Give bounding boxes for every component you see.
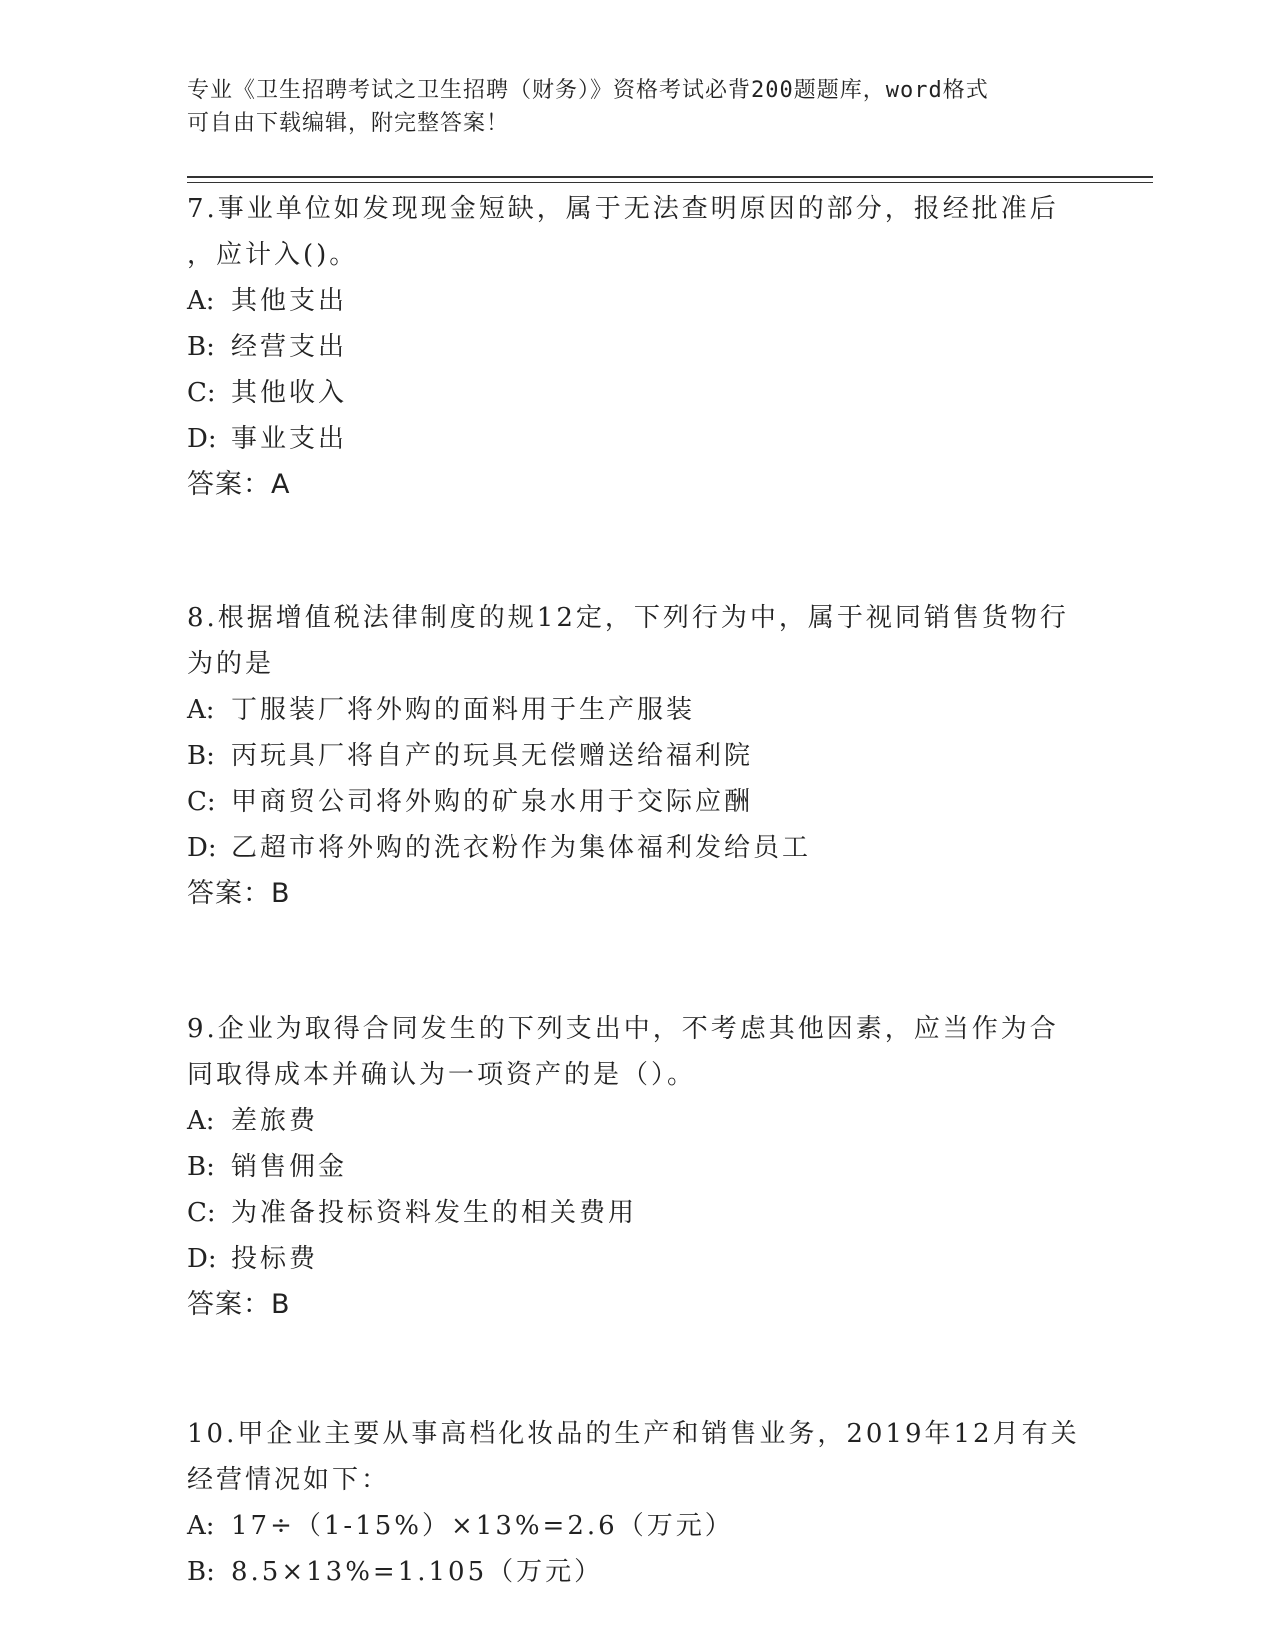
option-key: C: xyxy=(187,1198,216,1228)
option-text: 其他收入 xyxy=(231,378,348,408)
question-spacer xyxy=(187,508,1087,595)
option-d xyxy=(187,825,1087,871)
answer-line: 答案：B xyxy=(187,1289,291,1320)
document-header xyxy=(187,74,1067,140)
option-d xyxy=(187,1236,1087,1282)
option-key: D: xyxy=(187,833,217,863)
option-text: 17÷（1-15%）×13%=2.6（万元） xyxy=(231,1511,734,1541)
option-text: 事业支出 xyxy=(231,424,348,454)
option-text: 丙玩具厂将自产的玩具无偿赠送给福利院 xyxy=(231,741,754,771)
option-c xyxy=(187,779,1087,825)
option-key: A: xyxy=(187,1106,215,1136)
option-text: 丁服装厂将外购的面料用于生产服装 xyxy=(231,695,696,725)
question-10 xyxy=(187,1411,1087,1595)
header-line-1: 专业《卫生招聘考试之卫生招聘（财务）》资格考试必背200题题库，word格式 xyxy=(187,78,989,103)
question-text-line: ，应计入()。 xyxy=(187,240,359,270)
option-a xyxy=(187,687,1087,733)
header-line-2: 可自由下载编辑，附完整答案！ xyxy=(187,111,510,136)
question-text-line: 10.甲企业主要从事高档化妆品的生产和销售业务，2019年12月有关 xyxy=(187,1419,1080,1449)
question-text-line: 同取得成本并确认为一项资产的是（）。 xyxy=(187,1060,697,1090)
answer-line: 答案：A xyxy=(187,469,291,500)
option-text: 经营支出 xyxy=(231,332,348,362)
option-text: 8.5×13%=1.105（万元） xyxy=(231,1557,604,1587)
question-list xyxy=(187,186,1087,1595)
option-text: 为准备投标资料发生的相关费用 xyxy=(231,1198,638,1228)
option-a xyxy=(187,278,1087,324)
option-c xyxy=(187,1190,1087,1236)
option-key: B: xyxy=(187,1557,215,1587)
question-spacer xyxy=(187,1328,1087,1411)
option-text: 甲商贸公司将外购的矿泉水用于交际应酬 xyxy=(231,787,754,817)
option-key: D: xyxy=(187,424,217,454)
question-text-line: 9.企业为取得合同发生的下列支出中，不考虑其他因素，应当作为合 xyxy=(187,1014,1059,1044)
option-b xyxy=(187,1549,1087,1595)
option-key: B: xyxy=(187,741,215,771)
option-a xyxy=(187,1503,1087,1549)
option-key: C: xyxy=(187,378,216,408)
option-text: 销售佣金 xyxy=(231,1152,348,1182)
option-key: D: xyxy=(187,1244,217,1274)
option-d xyxy=(187,416,1087,462)
question-text-line: 经营情况如下： xyxy=(187,1465,391,1495)
option-key: B: xyxy=(187,1152,215,1182)
answer-line: 答案：B xyxy=(187,878,291,909)
question-8 xyxy=(187,595,1087,917)
option-c xyxy=(187,370,1087,416)
question-7 xyxy=(187,186,1087,508)
question-text-line: 8.根据增值税法律制度的规12定，下列行为中，属于视同销售货物行 xyxy=(187,603,1069,633)
header-divider-thick xyxy=(187,176,1153,178)
option-text: 乙超市将外购的洗衣粉作为集体福利发给员工 xyxy=(231,833,812,863)
question-spacer xyxy=(187,917,1087,1006)
question-9 xyxy=(187,1006,1087,1328)
option-key: A: xyxy=(187,695,215,725)
option-text: 其他支出 xyxy=(231,286,348,316)
question-text-line: 7.事业单位如发现现金短缺，属于无法查明原因的部分，报经批准后 xyxy=(187,194,1059,224)
option-key: B: xyxy=(187,332,215,362)
option-key: A: xyxy=(187,1511,215,1541)
option-b xyxy=(187,324,1087,370)
option-b xyxy=(187,1144,1087,1190)
option-key: C: xyxy=(187,787,216,817)
option-text: 投标费 xyxy=(231,1244,319,1274)
header-divider-thin xyxy=(187,182,1153,183)
option-key: A: xyxy=(187,286,215,316)
option-a xyxy=(187,1098,1087,1144)
option-b xyxy=(187,733,1087,779)
option-text: 差旅费 xyxy=(231,1106,319,1136)
question-text-line: 为的是 xyxy=(187,649,275,679)
